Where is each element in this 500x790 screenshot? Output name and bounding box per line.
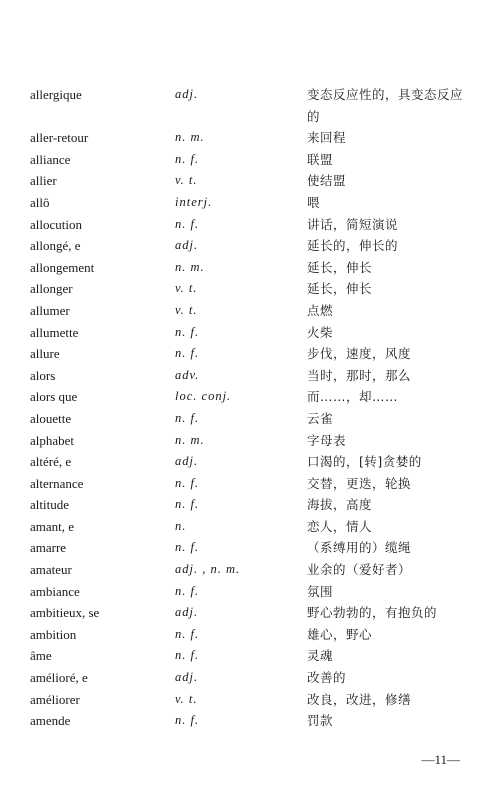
entry-part-of-speech: n. f. [175, 475, 200, 490]
entry-part-of-speech: n. f. [175, 151, 200, 166]
entry-row [30, 473, 470, 495]
entry-part-of-speech: v. t. [175, 302, 198, 317]
entry-row [30, 343, 470, 365]
entry-definition: 改善的 [307, 670, 347, 686]
entry-part-of-speech: n. f. [175, 648, 200, 663]
entry-definition: 灵魂 [307, 648, 334, 664]
entry-definition: 变态反应性的，具变态反应的 [307, 87, 464, 124]
entry-part-of-speech: n. f. [175, 540, 200, 555]
entry-definition: 恋人，情人 [307, 518, 373, 534]
entry-word: allô [30, 194, 50, 210]
entry-definition: 当时，那时，那么 [307, 367, 412, 383]
entry-list [30, 84, 470, 732]
entry-part-of-speech: adj. [175, 605, 199, 620]
entry-word: allocution [30, 216, 82, 232]
entry-word: altéré, e [30, 454, 72, 470]
entry-row [30, 322, 470, 344]
entry-part-of-speech: n. f. [175, 583, 200, 598]
entry-row [30, 214, 470, 236]
entry-definition: 改良，改进，修缮 [307, 691, 412, 707]
entry-definition: 雄心，野心 [307, 626, 373, 642]
entry-part-of-speech: n. f. [175, 216, 200, 231]
entry-row [30, 365, 470, 387]
entry-row [30, 451, 470, 473]
entry-word: aller-retour [30, 130, 89, 146]
entry-definition: 使结盟 [307, 173, 347, 189]
entry-part-of-speech: adj. [175, 87, 199, 101]
page-number: —11— [421, 752, 460, 767]
entry-part-of-speech: v. t. [175, 691, 198, 706]
entry-word: ambitieux, se [30, 605, 100, 621]
entry-part-of-speech: v. t. [175, 281, 198, 296]
entry-part-of-speech: n. f. [175, 410, 200, 425]
entry-word: allongé, e [30, 238, 81, 254]
entry-row [30, 430, 470, 452]
entry-definition: 讲话，简短演说 [307, 216, 399, 232]
entry-definition: 喂 [307, 194, 321, 210]
entry-row [30, 84, 470, 127]
entry-definition: 业余的（爱好者） [307, 562, 412, 578]
entry-definition: 来回程 [307, 130, 347, 146]
entry-word: ambition [30, 626, 77, 642]
entry-word: allier [30, 173, 57, 189]
entry-word: alors [30, 367, 56, 383]
entry-row [30, 645, 470, 667]
entry-definition: 罚款 [307, 713, 334, 729]
entry-row [30, 300, 470, 322]
entry-row [30, 689, 470, 711]
entry-row [30, 235, 470, 257]
entry-word: alors que [30, 389, 78, 405]
entry-row [30, 602, 470, 624]
entry-part-of-speech: adj. [175, 454, 199, 469]
entry-word: âme [30, 648, 52, 664]
entry-row [30, 192, 470, 214]
entry-definition: 联盟 [307, 151, 334, 167]
entry-definition: 海拔，高度 [307, 497, 373, 513]
entry-word: allergique [30, 87, 82, 102]
entry-part-of-speech: n. f. [175, 346, 200, 361]
entry-word: amende [30, 713, 71, 729]
entry-row [30, 170, 470, 192]
entry-part-of-speech: n. f. [175, 497, 200, 512]
entry-part-of-speech: adj. , n. m. [175, 562, 241, 577]
entry-part-of-speech: n. [175, 518, 187, 533]
entry-word: alphabet [30, 432, 75, 448]
entry-definition: 火柴 [307, 324, 334, 340]
entry-word: amant, e [30, 518, 75, 534]
entry-part-of-speech: n. f. [175, 324, 200, 339]
entry-row [30, 581, 470, 603]
entry-part-of-speech: n. m. [175, 432, 205, 447]
entry-word: alternance [30, 475, 84, 491]
entry-part-of-speech: n. f. [175, 626, 200, 641]
entry-part-of-speech: n. m. [175, 259, 205, 274]
entry-part-of-speech: n. f. [175, 713, 200, 728]
entry-word: allumer [30, 302, 70, 318]
entry-word: amélioré, e [30, 670, 88, 686]
entry-row [30, 386, 470, 408]
entry-definition: 野心勃勃的，有抱负的 [307, 605, 438, 621]
entry-row [30, 494, 470, 516]
entry-word: allure [30, 346, 60, 362]
entry-row [30, 537, 470, 559]
entry-definition: 字母表 [307, 432, 347, 448]
entry-row [30, 559, 470, 581]
entry-part-of-speech: interj. [175, 194, 213, 209]
entry-row [30, 278, 470, 300]
entry-definition: 而……，却…… [307, 389, 399, 405]
entry-part-of-speech: v. t. [175, 173, 198, 188]
entry-part-of-speech: n. m. [175, 130, 205, 145]
entry-word: altitude [30, 497, 69, 513]
entry-row [30, 408, 470, 430]
entry-part-of-speech: adv. [175, 367, 200, 382]
entry-definition: 延长，伸长 [307, 259, 373, 275]
entry-definition: 口渴的，[转]贪婪的 [307, 454, 422, 470]
entry-row [30, 710, 470, 732]
entry-row [30, 667, 470, 689]
entry-row [30, 516, 470, 538]
entry-row [30, 257, 470, 279]
entry-definition: 氛围 [307, 583, 334, 599]
entry-word: alouette [30, 410, 72, 426]
entry-definition: 延长的，伸长的 [307, 238, 399, 254]
entry-row [30, 149, 470, 171]
entry-part-of-speech: adj. [175, 238, 199, 253]
entry-part-of-speech: loc. conj. [175, 389, 232, 404]
entry-definition: （系缚用的）缆绳 [307, 540, 412, 556]
entry-word: ambiance [30, 583, 80, 599]
entry-part-of-speech: adj. [175, 670, 199, 685]
entry-word: allongement [30, 259, 95, 275]
entry-definition: 云雀 [307, 410, 334, 426]
entry-word: amateur [30, 562, 72, 578]
entry-definition: 交替，更迭，轮换 [307, 475, 412, 491]
entry-definition: 点燃 [307, 302, 334, 318]
entry-word: alliance [30, 151, 71, 167]
entry-definition: 步伐，速度，风度 [307, 346, 412, 362]
entry-row [30, 624, 470, 646]
entry-word: allumette [30, 324, 79, 340]
entry-word: amarre [30, 540, 67, 556]
entry-word: améliorer [30, 691, 80, 707]
entry-row [30, 127, 470, 149]
entry-word: allonger [30, 281, 73, 297]
entry-definition: 延长，伸长 [307, 281, 373, 297]
